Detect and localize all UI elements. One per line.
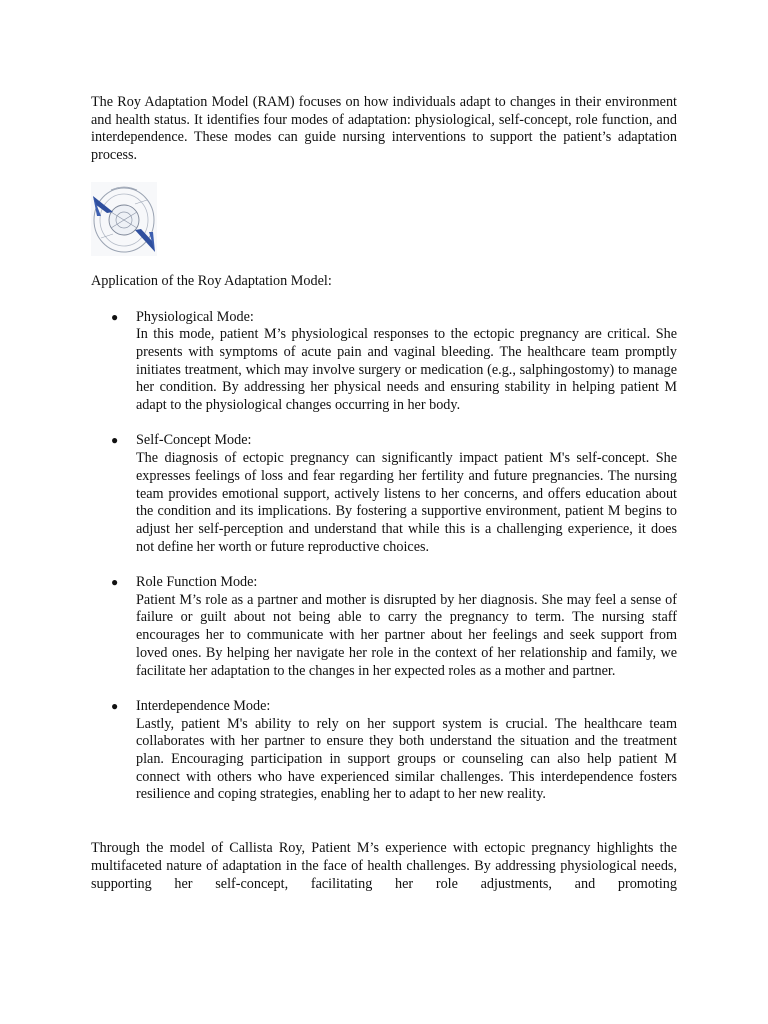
mode-physiological bbox=[91, 309, 677, 415]
mode-body: Lastly, patient M's ability to rely on her support system is crucial. The healthcare team collaborates with her partner to ensure they both understand the situation and the treatment plan. Encouraging participation in support groups or counseling can also help patient M connect with others who have experienced similar challenges. This interdependence fosters resilience and coping strategies, enabling her to adapt to her new reality. bbox=[136, 715, 677, 803]
mode-body: In this mode, patient M’s physiological responses to the ectopic pregnancy are critical. She presents with symptoms of acute pain and vaginal bleeding. The healthcare team promptly initiates treatment, which may involve surgery or medication (e.g., salphingostomy) to manage her condition. By addressing her physical needs and ensuring stability in helping patient M adapt to the physiological changes occurring in her body. bbox=[136, 326, 677, 414]
mode-interdependence bbox=[91, 698, 677, 804]
mode-title: Role Function Mode: bbox=[136, 574, 258, 591]
mode-title: Physiological Mode: bbox=[136, 308, 254, 325]
mode-title: Interdependence Mode: bbox=[136, 697, 271, 714]
bullet-icon: ● bbox=[111, 309, 119, 324]
bullet-icon: ● bbox=[111, 575, 119, 590]
mode-role-function bbox=[91, 574, 677, 680]
adaptation-modes-list bbox=[91, 309, 677, 805]
bullet-icon: ● bbox=[111, 698, 119, 713]
mode-title: Self-Concept Mode: bbox=[136, 432, 252, 449]
mode-body: Patient M’s role as a partner and mother is disrupted by her diagnosis. She may feel a sense of failure or guilt about not being able to carry the pregnancy to term. The nursing staff encourages her to communicate with her partner about her feelings and seek support from loved ones. By helping her navigate her role in the context of her relationship and family, we facilitate her adaptation to the changes in her expected roles as a mother and partner. bbox=[136, 591, 677, 679]
conclusion-paragraph: Through the model of Callista Roy, Patient M’s experience with ectopic pregnancy highlights the multifaceted nature of adaptation in the face of health challenges. By addressing physiological needs, supporting her self-concept, facilitating her role adjustments, and promoting bbox=[91, 840, 677, 892]
document-page bbox=[91, 94, 677, 893]
application-heading: Application of the Roy Adaptation Model: bbox=[91, 272, 332, 289]
mode-self-concept bbox=[91, 432, 677, 556]
bullet-icon: ● bbox=[111, 433, 119, 448]
roy-adaptation-model-diagram-icon bbox=[91, 182, 157, 256]
intro-paragraph: The Roy Adaptation Model (RAM) focuses on how individuals adapt to changes in their environment and health status. It identifies four modes of adaptation: physiological, self-concept, role function, and interdependence. These modes can guide nursing interventions to support the patient’s adaptation process. bbox=[91, 94, 677, 164]
mode-body: The diagnosis of ectopic pregnancy can significantly impact patient M's self-concept. She expresses feelings of loss and fear regarding her fertility and future pregnancies. The nursing team provides emotional support, actively listens to her concerns, and offers education about the condition and its implications. By fostering a supportive environment, patient M begins to adjust her self-perception and understand that while this is a challenging experience, it does not define her worth or future reproductive choices. bbox=[136, 450, 677, 555]
